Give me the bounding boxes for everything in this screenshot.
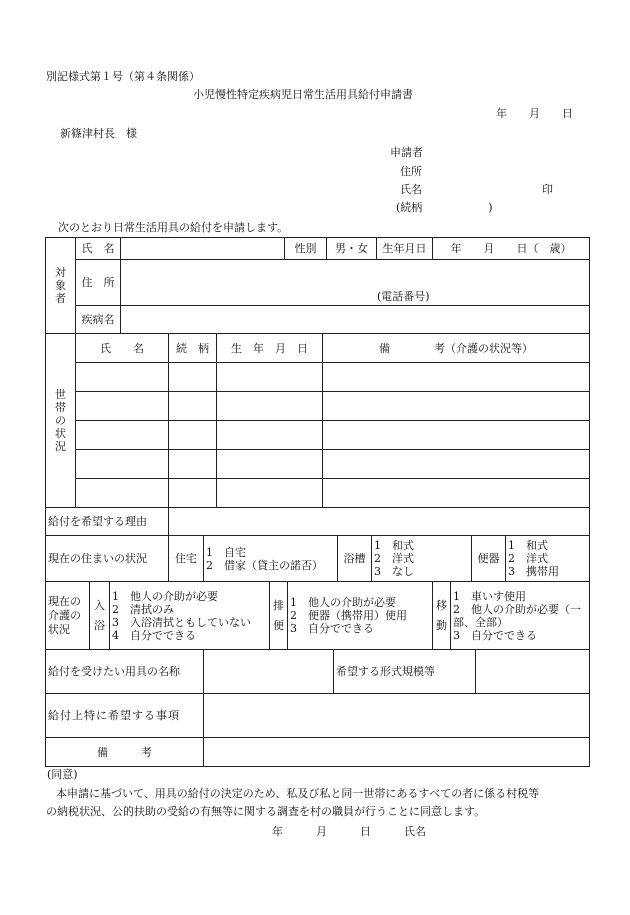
applicant-name-label: 氏名 [400, 183, 422, 196]
home-option[interactable]: 2 借家（貸主の諾否） [206, 558, 323, 572]
consent-title: (同意) [47, 768, 78, 781]
subject-address-label: 住 所 [76, 260, 121, 306]
sex-options[interactable]: 男・女 [327, 238, 377, 260]
birth-field[interactable]: 年 月 日（ 歳） [433, 238, 590, 260]
housing-table [45, 535, 590, 582]
bath-option[interactable]: 1 和式 [374, 539, 414, 552]
reason-table [45, 507, 590, 536]
reason-field[interactable] [169, 508, 590, 536]
care-label: 現在の介護の状況 [46, 582, 90, 650]
home-options[interactable] [204, 536, 338, 582]
bath-option[interactable]: 2 洋式 [374, 552, 414, 565]
care-bath-option[interactable]: 2 清拭のみ [112, 602, 174, 616]
applicant-address-label: 住所 [400, 165, 422, 178]
disease-label: 疾病名 [76, 306, 121, 334]
subject-name-label: 氏 名 [76, 238, 121, 260]
care-bath-label: 入浴 [90, 582, 110, 650]
care-bath-option[interactable]: 1 他人の介助が必要 [112, 589, 218, 603]
bath-options[interactable] [372, 536, 472, 582]
household-row[interactable] [46, 479, 590, 508]
excretion-label: 排便 [270, 582, 288, 650]
household-row[interactable] [46, 392, 590, 421]
consent-text-2: の納税状況、公的扶助の受給の有無等に関する調査を村の職員が行うことに同意します。 [46, 805, 486, 818]
subject-table [45, 237, 590, 334]
move-option[interactable]: 2 他人の介助が必要（一部、全部） [453, 602, 581, 629]
phone-label: (電話番号) [377, 290, 430, 303]
toilet-options[interactable] [506, 536, 590, 582]
intro-text: 次のとおり日常生活用具の給付を申請します。 [58, 221, 289, 234]
household-col-name: 氏 名 [76, 334, 169, 363]
bath-label: 浴槽 [338, 536, 372, 582]
excretion-option[interactable]: 1 他人の介助が必要 [290, 596, 396, 609]
reason-label: 給付を希望する理由 [46, 508, 169, 536]
household-row[interactable] [46, 450, 590, 479]
care-bath-options[interactable] [110, 582, 270, 650]
household-col-relation: 続 柄 [169, 334, 217, 363]
care-bath-option[interactable]: 3 入浴清拭ともしていない [112, 615, 251, 629]
household-col-birth: 生 年 月 日 [217, 334, 323, 363]
move-label: 移動 [433, 582, 451, 650]
bath-option[interactable]: 3 なし [374, 565, 414, 578]
birth-label: 生年月日 [377, 238, 433, 260]
sex-label: 性別 [285, 238, 327, 260]
remarks-label: 備 考 [46, 738, 204, 767]
request-field[interactable] [204, 694, 590, 738]
move-option[interactable]: 1 車いす使用 [453, 589, 526, 603]
equipment-table [45, 649, 590, 767]
application-date: 年 月 日 [496, 107, 573, 120]
household-table [45, 333, 590, 508]
remarks-field[interactable] [204, 738, 590, 767]
home-label: 住宅 [169, 536, 204, 582]
form-title: 小児慢性特定疾病児日常生活用具給付申請書 [193, 88, 413, 101]
toilet-option[interactable]: 3 携帯用 [508, 565, 559, 578]
equipment-spec-label: 希望する形式規模等 [334, 650, 476, 694]
household-row[interactable] [46, 421, 590, 450]
disease-field[interactable] [121, 306, 590, 334]
move-options[interactable] [451, 582, 590, 650]
toilet-option[interactable]: 1 和式 [508, 539, 548, 552]
subject-section-label: 対象者 [46, 238, 76, 334]
care-bath-option[interactable]: 4 自分でできる [112, 628, 196, 642]
seal-mark: 印 [542, 183, 553, 196]
consent-text-1: 本申請に基づいて、用具の給付の決定のため、私及び私と同一世帯にあるすべての者に係る村税等 [56, 787, 540, 800]
household-row[interactable] [46, 363, 590, 392]
addressee: 新篠津村長 様 [60, 127, 137, 140]
excretion-option[interactable]: 3 自分でできる [290, 622, 374, 635]
toilet-option[interactable]: 2 洋式 [508, 552, 548, 565]
household-section-label: 世帯の状況 [46, 334, 76, 508]
equipment-name-field[interactable] [204, 650, 334, 694]
applicant-label: 申請者 [390, 146, 423, 159]
equipment-spec-field[interactable] [476, 650, 590, 694]
home-option[interactable]: 1 自宅 [206, 545, 246, 559]
equipment-name-label: 給付を受けたい用具の名称 [46, 650, 204, 694]
subject-name-field[interactable] [121, 238, 285, 260]
excretion-option[interactable]: 2 便器（携帯用）使用 [290, 609, 407, 622]
toilet-label: 便器 [472, 536, 506, 582]
request-label: 給付上特に希望する事項 [46, 694, 204, 738]
subject-address-field[interactable] [121, 260, 590, 306]
household-col-remarks: 備 考（介護の状況等） [323, 334, 590, 363]
applicant-relation: (続柄 ) [396, 201, 493, 214]
care-table [45, 581, 590, 650]
consent-date-name: 年 月 日 氏名 [272, 825, 426, 838]
excretion-options[interactable] [288, 582, 433, 650]
housing-label: 現在の住まいの状況 [46, 536, 169, 582]
move-option[interactable]: 3 自分でできる [453, 628, 537, 642]
form-number: 別記様式第１号（第４条関係） [46, 70, 200, 83]
